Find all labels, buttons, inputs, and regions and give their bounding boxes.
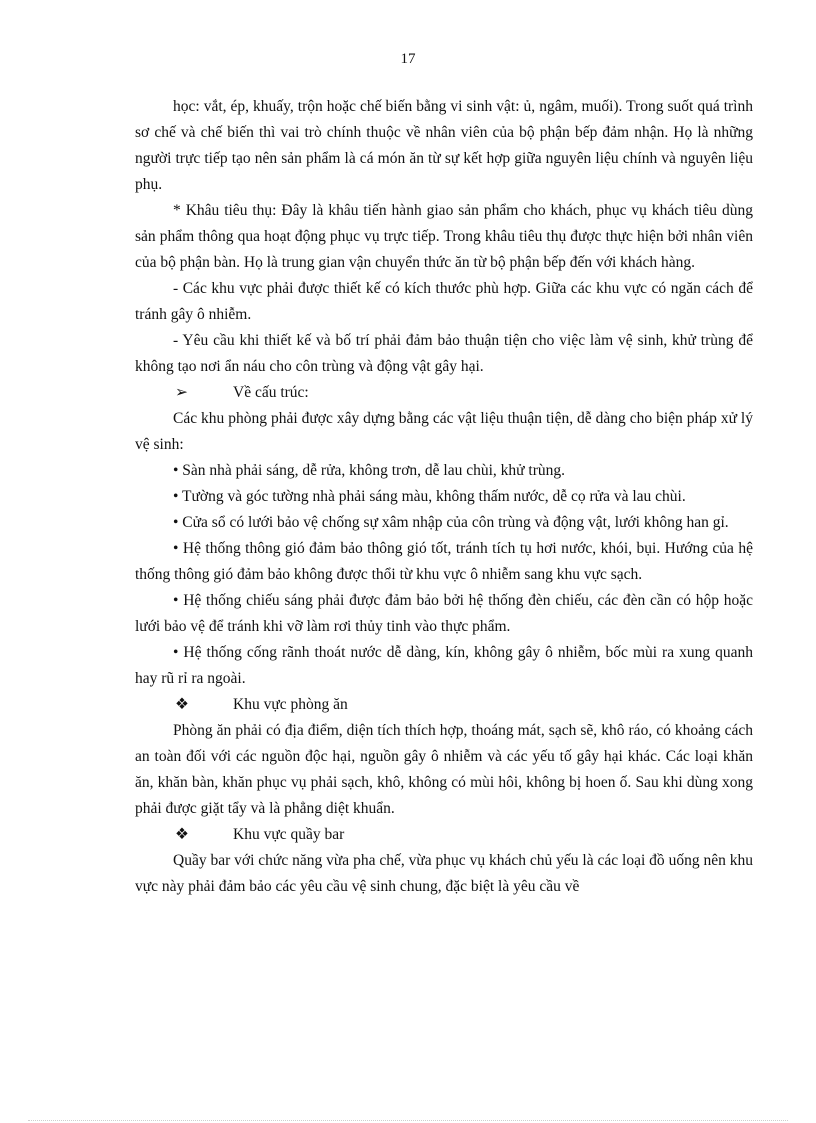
bullet-item: • Sàn nhà phải sáng, dễ rửa, không trơn, dễ lau chùi, khử trùng. xyxy=(173,462,566,479)
bullet-item: • Hệ thống cống rãnh thoát nước dễ dàng, kín, không gây ô nhiễm, bốc mùi ra xung quanh hay rũ rỉ ra ngoài. xyxy=(135,644,753,687)
section-heading-text: Khu vực quầy bar xyxy=(233,826,345,843)
page-number: 17 xyxy=(400,51,416,67)
document-body xyxy=(135,94,753,900)
section-heading xyxy=(135,822,753,848)
paragraph: học: vắt, ép, khuấy, trộn hoặc chế biến bằng vi sinh vật: ủ, ngâm, muối). Trong suốt quá trình sơ chế và chế biến thì vai trò chính thuộc về nhân viên của bộ phận bếp đảm nhận. Họ là những người trực tiếp tạo nên sản phẩm là cá món ăn từ sự kết hợp giữa nguyên liệu chính và nguyên liệu phụ. xyxy=(135,98,753,193)
paragraph: Phòng ăn phải có địa điểm, diện tích thích hợp, thoáng mát, sạch sẽ, khô ráo, có khoảng cách an toàn đối với các nguồn độc hại, nguồn gây ô nhiễm và các yếu tố gây hại khác. Các loại khăn ăn, khăn bàn, khăn phục vụ phải sạch, khô, không có mùi hôi, không bị hoen ố. Sau khi dùng xong phải được giặt tẩy và là phẳng diệt khuẩn. xyxy=(135,722,753,817)
section-heading-text: Khu vực phòng ăn xyxy=(233,696,348,713)
page-bottom-divider xyxy=(28,1120,788,1121)
diamond-bullet-icon: ❖ xyxy=(175,826,189,843)
paragraph: * Khâu tiêu thụ: Đây là khâu tiến hành giao sản phẩm cho khách, phục vụ khách tiêu dùng sản phẩm thông qua hoạt động phục vụ trực tiếp. Trong khâu tiêu thụ được thực hiện bởi nhân viên của bộ phận bàn. Họ là trung gian vận chuyển thức ăn từ bộ phận bếp đến với khách hàng. xyxy=(135,202,753,271)
section-heading xyxy=(135,692,753,718)
bullet-item: • Tường và góc tường nhà phải sáng màu, không thấm nước, dễ cọ rửa và lau chùi. xyxy=(173,488,686,505)
bullet-item: • Hệ thống chiếu sáng phải được đảm bảo bởi hệ thống đèn chiếu, các đèn cần có hộp hoặc lưới bảo vệ để tránh khi vỡ làm rơi thủy tinh vào thực phẩm. xyxy=(135,592,753,635)
paragraph: Các khu phòng phải được xây dựng bằng các vật liệu thuận tiện, dễ dàng cho biện pháp xử lý vệ sinh: xyxy=(135,410,753,453)
paragraph: Quầy bar với chức năng vừa pha chế, vừa phục vụ khách chủ yếu là các loại đồ uống nên khu vực này phải đảm bảo các yêu cầu vệ sinh chung, đặc biệt là yêu cầu về xyxy=(135,852,753,895)
arrow-bullet-icon: ➢ xyxy=(175,384,188,401)
section-heading-text: Về cấu trúc: xyxy=(233,384,309,401)
bullet-item: • Cửa sổ có lưới bảo vệ chống sự xâm nhập của côn trùng và động vật, lưới không han gỉ. xyxy=(173,514,729,531)
diamond-bullet-icon: ❖ xyxy=(175,696,189,713)
section-heading xyxy=(135,380,753,406)
bullet-item: • Hệ thống thông gió đảm bảo thông gió tốt, tránh tích tụ hơi nước, khói, bụi. Hướng của hệ thống thông gió đảm bảo không được thổi từ khu vực ô nhiễm sang khu vực sạch. xyxy=(135,540,753,583)
paragraph: - Các khu vực phải được thiết kế có kích thước phù hợp. Giữa các khu vực có ngăn cách để tránh gây ô nhiễm. xyxy=(135,280,753,323)
paragraph: - Yêu cầu khi thiết kế và bố trí phải đảm bảo thuận tiện cho việc làm vệ sinh, khử trùng để không tạo nơi ẩn náu cho côn trùng và động vật gây hại. xyxy=(135,332,753,375)
